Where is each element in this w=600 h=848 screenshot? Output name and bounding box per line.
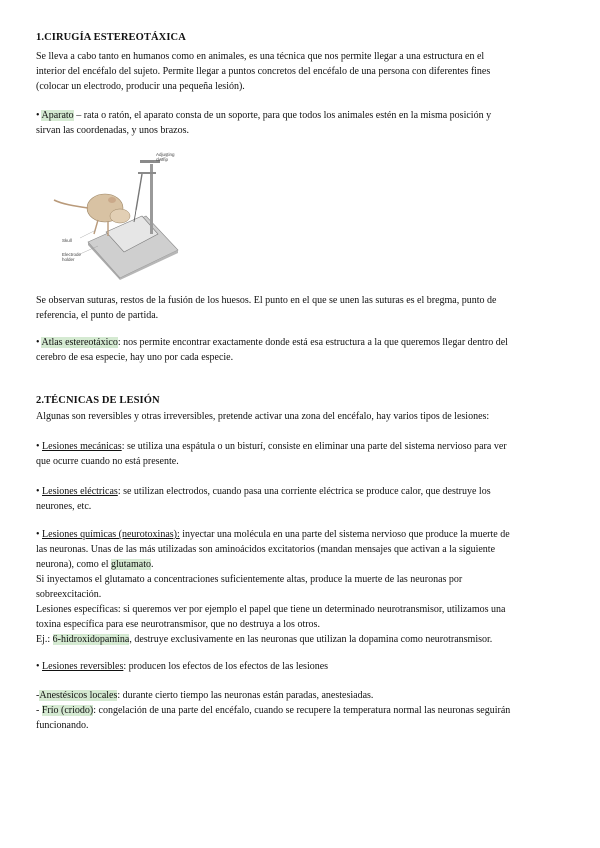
term-6-hidroxidopamina: 6-hidroxidopamina (52, 634, 130, 645)
text-line: Ej.: (36, 634, 53, 645)
text-line: : nos permite encontrar exactamente donde está esa estructura a la que queremos llegar dentro del (117, 337, 508, 348)
text-line: las neuronas. Unas de las más utilizadas son aminoácidos excitatorios (mandan mensajes que activan a la siguiente (36, 544, 496, 555)
term-atlas: Atlas estereotáxico (41, 337, 118, 348)
paragraph-suturas (36, 293, 566, 323)
paragraph-electricas (36, 484, 566, 514)
term-frio: Frío (criodo) (41, 705, 94, 716)
text-line: funcionando. (36, 720, 89, 731)
bullet: • (36, 110, 40, 121)
paragraph-aparato (36, 108, 566, 138)
text-line: : congelación de una parte del encéfalo, cuando se recupere la temperatura normal las neuronas seguirán (93, 705, 511, 716)
figure-label: holder (62, 257, 75, 262)
text-line: interior del encéfalo del sujeto. Permite llegar a puntos concretos del encéfalo de una persona con diferentes fines (36, 66, 491, 77)
text-line: Se observan suturas, restos de la fusión de los huesos. El punto en el que se unen las suturas es el bregma, punto de (36, 295, 497, 306)
stereotaxic-apparatus-figure (50, 150, 180, 280)
paragraph-intro (36, 49, 566, 94)
text-line: Lesiones específicas: si queremos ver por ejemplo el papel que tiene un determinado neurotransmisor, utilizamos una (36, 604, 506, 615)
figure-label: clamp (156, 157, 169, 162)
text-line: sirvan las coordenadas, y unos brazos. (36, 125, 190, 136)
term-electricas: Lesiones eléctricas (42, 486, 118, 497)
paragraph-reversibles (36, 659, 566, 674)
text-line: : durante cierto tiempo las neuronas están paradas, anestesiadas. (117, 690, 374, 701)
term-anestesicos: Anestésicos locales (39, 690, 118, 701)
text-line: sobreexcitación. (36, 589, 102, 600)
paragraph-atlas (36, 335, 566, 365)
term-glutamato: glutamato (110, 559, 151, 570)
text-line: inyectar una molécula en una parte del sistema nervioso que produce la muerte de (179, 529, 510, 540)
text-line: Se lleva a cabo tanto en humanos como en animales, es una técnica que nos permite llegar a una estructura en el (36, 51, 485, 62)
text-line: : producen los efectos de los efectos de las lesiones (123, 661, 329, 672)
text-line: Si inyectamos el glutamato a concentraciones suficientemente altas, produce la muerte de las neuronas por (36, 574, 463, 585)
text-line: referencia, el punto de partida. (36, 310, 159, 321)
bullet: • (36, 441, 40, 452)
section-1-title: 1.CIRUGÍA ESTEREOTÁXICA (36, 32, 186, 43)
text-line: neurona), como el (36, 559, 111, 570)
term-reversibles: Lesiones reversibles (42, 661, 124, 672)
figure-label: Electrode (62, 252, 82, 257)
term-mecanicas: Lesiones mecánicas (42, 441, 122, 452)
paragraph-quimicas (36, 527, 566, 647)
paragraph-anestesicos (36, 688, 566, 733)
text-line: toxina específica para ese neurotransmisor, que no destruya a los otros. (36, 619, 320, 630)
text-line: – rata o ratón, el aparato consta de un soporte, para que todos los animales estén en la misma posición y (73, 110, 492, 121)
text-line: : se utiliza una espátula o un bisturí, consiste en eliminar una parte del sistema nervioso para ver (121, 441, 507, 452)
section-2-title: 2.TÉCNICAS DE LESIÓN (36, 395, 160, 406)
bullet: • (36, 337, 40, 348)
bullet: • (36, 661, 40, 672)
text-line: que ocurre cuando no está presente. (36, 456, 179, 467)
bullet: • (36, 529, 40, 540)
text-line: cerebro de esa especie, hay uno por cada especie. (36, 352, 234, 363)
figure-label: Adjusting (156, 152, 175, 157)
term-aparato: Aparato (41, 110, 74, 121)
figure-label: Skull (62, 238, 72, 243)
term-quimicas: Lesiones químicas (neurotoxinas): (42, 529, 180, 540)
paragraph-lesion-intro: Algunas son reversibles y otras irreversibles, pretende activar una zona del encéfalo, hay varios tipos de lesiones: (36, 411, 490, 422)
text-line: (colocar un electrodo, producir una pequeña lesión). (36, 81, 245, 92)
text-line: neurones, etc. (36, 501, 92, 512)
bullet: • (36, 486, 40, 497)
text-line: . (150, 559, 154, 570)
text-line: - (36, 705, 42, 716)
paragraph-mecanicas (36, 439, 566, 469)
text-line: : se utilizan electrodos, cuando pasa una corriente eléctrica se produce calor, que destruye los (117, 486, 491, 497)
text-line: , destruye exclusivamente en las neuronas que utilizan la dopamina como neurotransmisor. (129, 634, 493, 645)
text-line: - (36, 690, 40, 701)
